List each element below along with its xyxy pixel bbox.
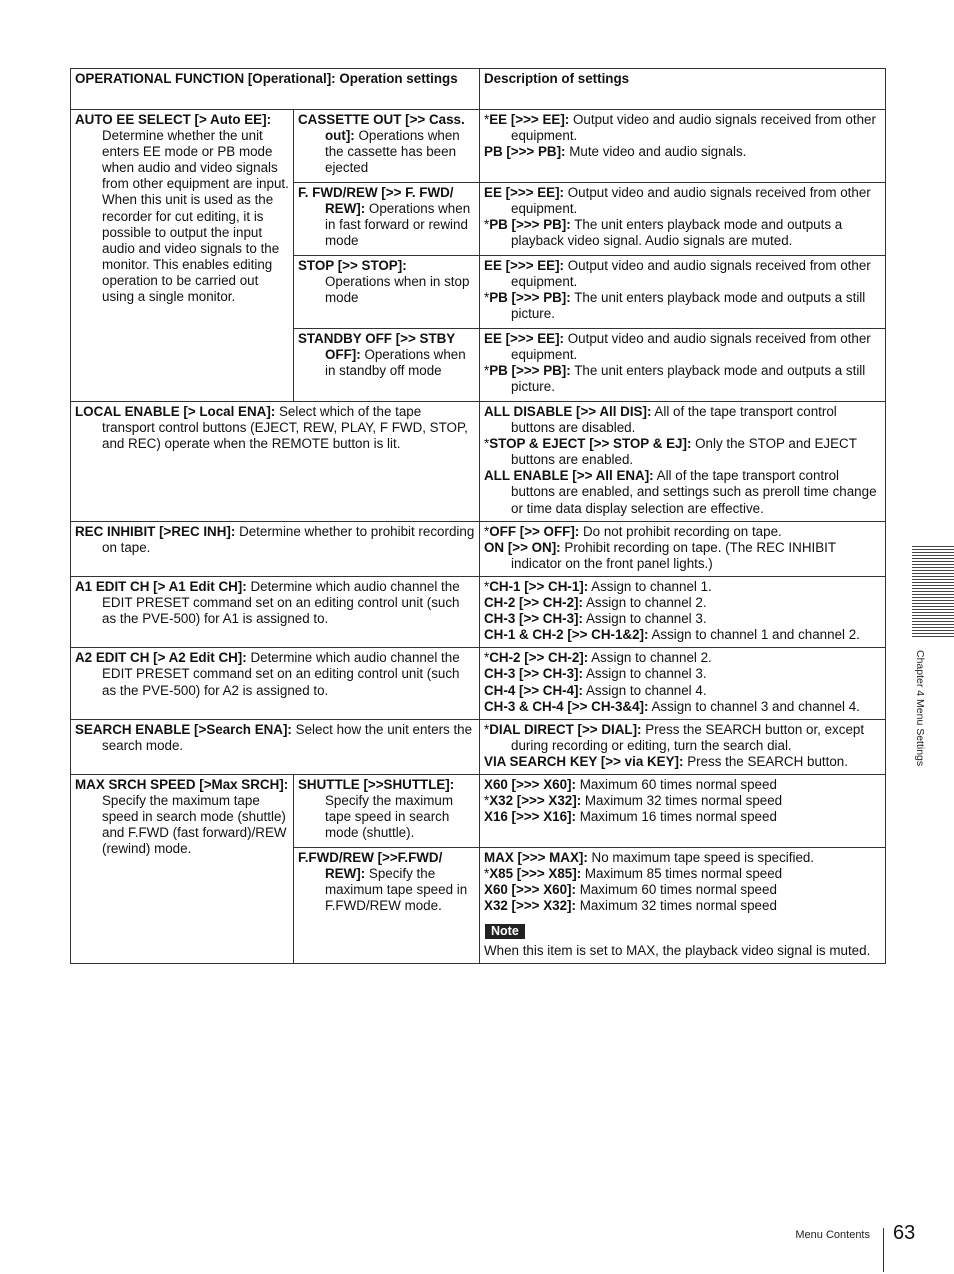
item	[75, 722, 475, 754]
option-label: X32 [>>> X32]:	[484, 898, 576, 914]
default-marker: *	[484, 217, 490, 233]
auto-ee-item	[75, 112, 289, 192]
settings-table	[70, 68, 886, 964]
item-title: SEARCH ENABLE [>Search ENA]:	[75, 721, 292, 737]
option-label: ON [>> ON]:	[484, 539, 561, 555]
sub-item	[298, 850, 475, 914]
item-cell	[71, 402, 480, 522]
sub-item-title: CASSETTE OUT [>> Cass. out]:	[298, 112, 465, 144]
option-text: Output video and audio signals received from other equipment.	[511, 112, 876, 144]
default-marker: *	[484, 650, 490, 666]
option-label: OFF [>> OFF]:	[489, 523, 580, 539]
option-line	[484, 683, 881, 699]
item-cell	[71, 648, 480, 719]
option-text: Assign to channel 3 and channel 4.	[651, 698, 860, 714]
option-text: Mute video and audio signals.	[569, 144, 747, 160]
sub-item-cell	[294, 183, 480, 256]
option-line	[484, 144, 881, 160]
option-line	[484, 777, 881, 793]
note-text: When this item is set to MAX, the playback video signal is muted.	[484, 943, 871, 959]
option-label: CH-3 & CH-4 [>> CH-3&4]:	[484, 698, 649, 714]
option-label: STOP & EJECT [>> STOP & EJ]:	[489, 436, 692, 452]
option-text: Output video and audio signals received from other equipment.	[511, 331, 871, 363]
item-cell	[71, 521, 480, 576]
option-text: Assign to channel 2.	[585, 595, 707, 611]
option-text: The unit enters playback mode and outputs a still picture.	[511, 363, 866, 395]
option-label: VIA SEARCH KEY [>> via KEY]:	[484, 753, 684, 769]
option-line	[484, 699, 881, 715]
option-line	[484, 436, 881, 468]
option-line	[484, 185, 881, 217]
option-line	[484, 882, 881, 898]
sub-item-cell	[294, 329, 480, 402]
default-marker: *	[484, 721, 490, 737]
chapter-label-text: Chapter 4 Menu Settings	[914, 650, 926, 767]
option-label: EE [>>> EE]:	[484, 331, 565, 346]
sub-item-desc: Operations when in fast forward or rewind mode	[325, 201, 471, 249]
option-label: CH-2 [>> CH-2]:	[484, 595, 583, 611]
item-cell	[71, 576, 480, 647]
option-label: DIAL DIRECT [>> DIAL]:	[489, 721, 642, 737]
item-desc: Determine whether to prohibit recording on tape.	[102, 523, 475, 555]
footer-section-name: Menu Contents	[795, 1229, 870, 1241]
option-label: CH-3 [>> CH-3]:	[484, 611, 583, 627]
option-line	[484, 290, 881, 322]
table-row-local-enable	[71, 402, 886, 522]
option-text: No maximum tape speed is specified.	[591, 849, 815, 865]
footer-divider	[883, 1228, 884, 1272]
option-text: Assign to channel 2.	[591, 650, 712, 666]
sub-item-desc: Operations when in stop mode	[325, 274, 470, 306]
item-desc: Select which of the tape transport control buttons (EJECT, REW, PLAY, F FWD, STOP, and REC) operate when the REMOTE button is lit.	[102, 404, 468, 452]
sub-item-title: SHUTTLE [>>SHUTTLE]:	[298, 776, 455, 792]
option-line	[484, 468, 881, 516]
item	[75, 404, 475, 452]
sub-item	[298, 185, 475, 249]
page-number: 63	[893, 1222, 916, 1244]
option-text: Assign to channel 3.	[585, 666, 707, 682]
default-marker: *	[484, 866, 490, 882]
item-title: MAX SRCH SPEED [>Max SRCH]:	[75, 776, 289, 792]
option-line	[484, 404, 881, 436]
option-line	[484, 754, 881, 770]
item	[75, 579, 475, 627]
option-text: Assign to channel 4.	[585, 682, 707, 698]
option-text: Assign to channel 3.	[585, 611, 707, 627]
table-row-a1-edit-ch	[71, 576, 886, 647]
option-label: CH-3 [>> CH-3]:	[484, 666, 583, 682]
option-line	[484, 809, 881, 825]
option-line	[484, 666, 881, 682]
option-label: MAX [>>> MAX]:	[484, 849, 588, 865]
options-cell	[480, 774, 886, 847]
option-line	[484, 524, 881, 540]
table-row-a2-edit-ch	[71, 648, 886, 719]
option-line	[484, 850, 881, 866]
header-function-label: OPERATIONAL FUNCTION [Operational]: Operation settings	[75, 71, 458, 86]
option-line	[484, 611, 881, 627]
table-row-search-enable	[71, 719, 886, 774]
option-label: EE [>>> EE]:	[484, 185, 565, 200]
item-desc: Determine whether the unit enters EE mode or PB mode when audio and video signals from other equipment are input.	[102, 128, 289, 192]
option-text: The unit enters playback mode and outputs a still picture.	[511, 290, 866, 322]
option-text: Assign to channel 1 and channel 2.	[651, 627, 860, 643]
option-text: Maximum 32 times normal speed	[584, 793, 783, 809]
default-marker: *	[484, 436, 490, 452]
option-label: EE [>>> EE]:	[484, 258, 565, 273]
option-label: PB [>>> PB]:	[489, 217, 571, 233]
option-text: Maximum 32 times normal speed	[579, 898, 777, 914]
options-cell	[480, 183, 886, 256]
item-desc: Determine which audio channel the EDIT PRESET command set on an editing control unit (such as the PVE-500) for A1 is assigned to.	[102, 578, 460, 627]
header-cell-function	[71, 69, 480, 110]
option-label: PB [>>> PB]:	[489, 290, 571, 306]
option-label: EE [>>> EE]:	[489, 112, 570, 127]
sub-item	[298, 258, 475, 306]
option-label: CH-1 [>> CH-1]:	[489, 578, 589, 594]
option-text: All of the tape transport control buttons are disabled.	[511, 404, 837, 436]
sub-item-desc: Specify the maximum tape speed in search mode (shuttle).	[325, 793, 453, 841]
option-text: Output video and audio signals received from other equipment.	[511, 185, 871, 217]
option-line	[484, 595, 881, 611]
default-marker: *	[484, 523, 490, 539]
max-srch-item	[75, 777, 289, 857]
option-line	[484, 866, 881, 882]
options-cell	[480, 719, 886, 774]
sub-item-cell	[294, 774, 480, 847]
option-text: Maximum 60 times normal speed	[579, 776, 777, 792]
option-label: PB [>>> PB]:	[489, 363, 571, 379]
option-text: Output video and audio signals received from other equipment.	[511, 258, 871, 290]
auto-ee-item-cell	[71, 110, 294, 402]
options-cell	[480, 256, 886, 329]
options-cell	[480, 521, 886, 576]
option-line	[484, 898, 881, 914]
options-cell	[480, 576, 886, 647]
options-cell	[480, 847, 886, 963]
item-desc: Specify the maximum tape speed in search mode (shuttle) and F.FWD (fast forward)/REW (rewind) mode.	[102, 793, 287, 857]
option-line	[484, 258, 881, 290]
option-label: X60 [>>> X60]:	[484, 776, 576, 792]
option-text: The unit enters playback mode and outputs a playback video signal. Audio signals are muted.	[511, 217, 843, 249]
default-marker: *	[484, 290, 490, 306]
header-description-label: Description of settings	[484, 71, 630, 86]
option-label: X32 [>>> X32]:	[489, 793, 582, 809]
option-text: Assign to channel 1.	[591, 578, 712, 594]
option-label: CH-2 [>> CH-2]:	[489, 650, 589, 666]
default-marker: *	[484, 112, 490, 127]
options-cell	[480, 329, 886, 402]
option-label: X16 [>>> X16]:	[484, 809, 576, 825]
option-label: CH-1 & CH-2 [>> CH-1&2]:	[484, 627, 649, 643]
sub-item-cell	[294, 847, 480, 963]
sub-item-title: STOP [>> STOP]:	[298, 258, 407, 273]
table-row-auto-ee-cassette-out	[71, 110, 886, 183]
option-label: PB [>>> PB]:	[484, 144, 566, 160]
sub-item-title: F. FWD/REW [>> F. FWD/ REW]:	[298, 185, 454, 217]
option-text: Maximum 85 times normal speed	[584, 866, 783, 882]
option-line	[484, 627, 881, 643]
option-text: All of the tape transport control buttons are enabled, and settings such as preroll time change or time data display selection are effective.	[511, 468, 877, 516]
option-line	[484, 540, 881, 572]
option-line	[484, 650, 881, 666]
options-cell	[480, 648, 886, 719]
sub-item-desc: Operations when in standby off mode	[325, 347, 466, 379]
option-text: Maximum 60 times normal speed	[579, 882, 777, 898]
option-line	[484, 112, 881, 144]
item	[75, 650, 475, 698]
table-row-rec-inhibit	[71, 521, 886, 576]
option-label: X60 [>>> X60]:	[484, 882, 576, 898]
option-text: Press the SEARCH button or, except during recording or editing, turn the search dial.	[511, 721, 865, 753]
max-srch-item-cell	[71, 774, 294, 963]
item-desc: Select how the unit enters the search mode.	[102, 721, 473, 753]
default-marker: *	[484, 578, 490, 594]
item-title: A2 EDIT CH [> A2 Edit CH]:	[75, 650, 247, 666]
option-text: Do not prohibit recording on tape.	[582, 523, 782, 539]
item-title: A1 EDIT CH [> A1 Edit CH]:	[75, 578, 247, 594]
sub-item-title: F.FWD/REW [>>F.FWD/ REW]:	[298, 849, 443, 882]
item-title: REC INHIBIT [>REC INH]:	[75, 523, 236, 539]
option-line	[484, 363, 881, 395]
sub-item-title: STANDBY OFF [>> STBY OFF]:	[298, 331, 455, 363]
item-title: LOCAL ENABLE [> Local ENA]:	[75, 404, 276, 419]
item	[75, 524, 475, 556]
header-cell-description	[480, 69, 886, 110]
option-line	[484, 722, 881, 754]
option-line	[484, 331, 881, 363]
sub-item-desc: Specify the maximum tape speed in F.FWD/REW mode.	[325, 866, 468, 914]
table-row-max-srch-shuttle	[71, 774, 886, 847]
option-text: Press the SEARCH button.	[687, 753, 848, 769]
option-label: ALL DISABLE [>> All DIS]:	[484, 404, 652, 419]
options-cell	[480, 402, 886, 522]
sub-item	[298, 777, 475, 841]
option-text: Prohibit recording on tape. (The REC INHIBIT indicator on the front panel lights.)	[511, 539, 836, 571]
sub-item	[298, 331, 475, 379]
sub-item-cell	[294, 256, 480, 329]
option-label: CH-4 [>> CH-4]:	[484, 682, 583, 698]
item-title: AUTO EE SELECT [> Auto EE]:	[75, 112, 272, 127]
option-line	[484, 579, 881, 595]
option-label: ALL ENABLE [>> All ENA]:	[484, 468, 654, 484]
note-badge: Note	[485, 924, 525, 939]
default-marker: *	[484, 363, 490, 379]
option-line	[484, 217, 881, 249]
sub-item-desc: Operations when the cassette has been ejected	[325, 128, 460, 176]
option-label: X85 [>>> X85]:	[489, 866, 582, 882]
item-desc: Determine which audio channel the EDIT PRESET command set on an editing control unit (such as the PVE-500) for A2 is assigned to.	[102, 650, 460, 698]
option-line	[484, 793, 881, 809]
options-cell	[480, 110, 886, 183]
chapter-tab-stripes	[912, 546, 954, 638]
sub-item-cell	[294, 110, 480, 183]
option-text: Only the STOP and EJECT buttons are enabled.	[511, 436, 857, 468]
option-text: Maximum 16 times normal speed	[579, 809, 777, 825]
item-cell	[71, 719, 480, 774]
item-desc-2: When this unit is used as the recorder for cut editing, it is possible to output the input audio and video signals to the monitor. This enables editing operation to be carried out using a single monitor.	[102, 192, 280, 305]
table-header-row	[71, 69, 886, 110]
sub-item	[298, 112, 475, 176]
default-marker: *	[484, 793, 490, 809]
